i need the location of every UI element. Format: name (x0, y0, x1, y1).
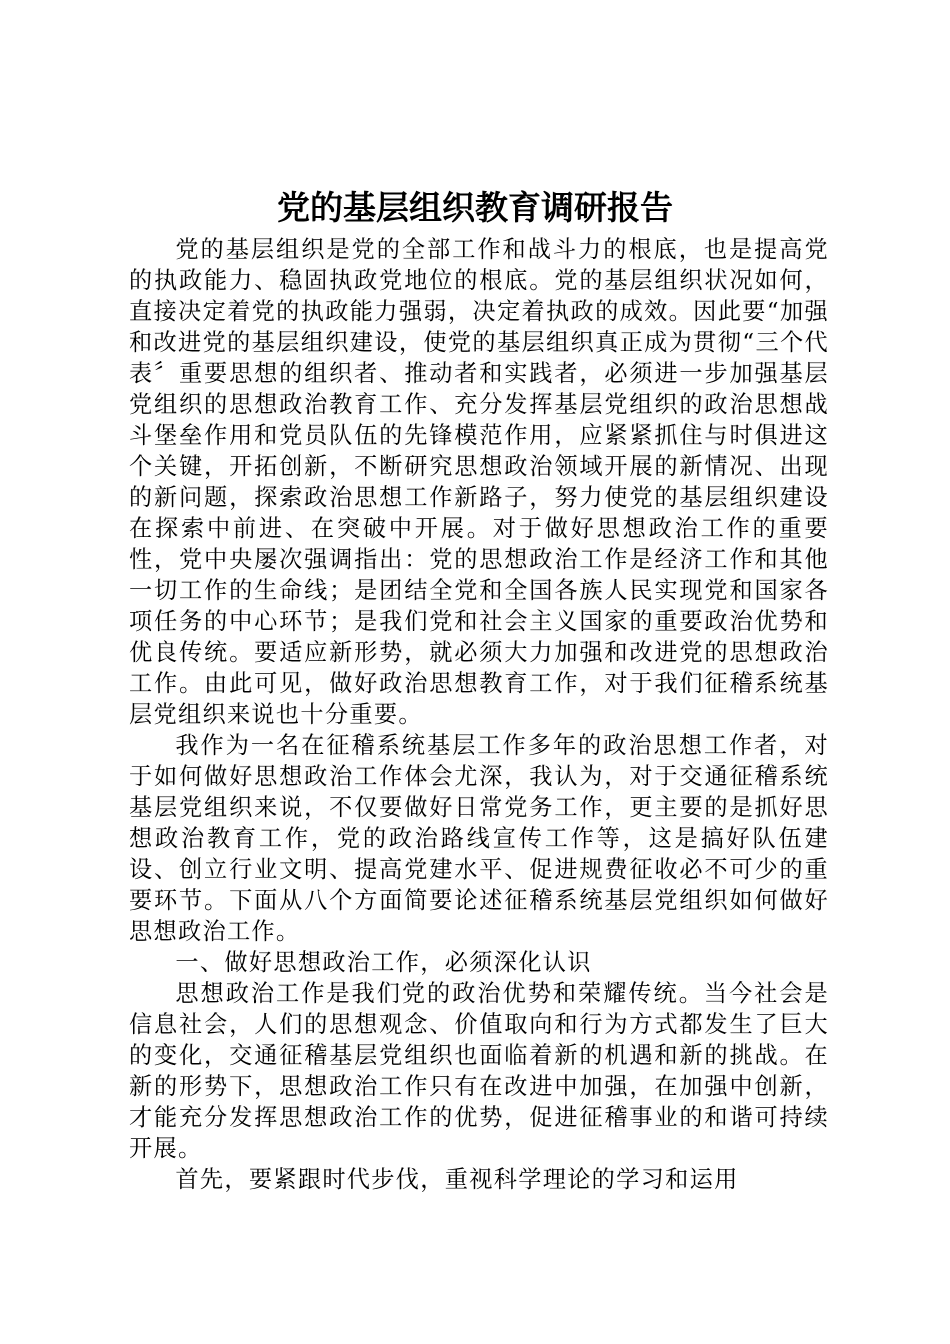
paragraph-section-1: 思想政治工作是我们党的政治优势和荣耀传统。当今社会是信息社会，人们的思想观念、价值取向和行为方式都发生了巨大的变化，交通征稽基层党组织也面临着新的机遇和新的挑战。在新的形势下，思想政治工作只有在改进中加强，在加强中创新，才能充分发挥思想政治工作的优势，促进征稽事业的和谐可持续开展。 (129, 980, 829, 1162)
paragraph-author-view: 我作为一名在征稽系统基层工作多年的政治思想工作者，对于如何做好思想政治工作体会尤深，我认为，对于交通征稽系统基层党组织来说，不仅要做好日常党务工作，更主要的是抓好思想政治教育工作，党的政治路线宣传工作等，这是搞好队伍建设、创立行业文明、提高党建水平、促进规费征收必不可少的重要环节。下面从八个方面简要论述征稽系统基层党组织如何做好思想政治工作。 (129, 732, 829, 945)
section-heading-1: 一、做好思想政治工作，必须深化认识 (175, 949, 592, 976)
subheading-first: 首先，要紧跟时代步伐，重视科学理论的学习和运用 (175, 1166, 739, 1193)
document-body (129, 234, 829, 1195)
paragraph-intro: 党的基层组织是党的全部工作和战斗力的根底，也是提高党的执政能力、稳固执政党地位的根底。党的基层组织状况如何，直接决定着党的执政能力强弱，决定着执政的成效。因此要“加强和改进党的基层组织建设，使党的基层组织真正成为贯彻“三个代表〞重要思想的组织者、推动者和实践者，必须进一步加强基层党组织的思想政治教育工作、充分发挥基层党组织的政治思想战斗堡垒作用和党员队伍的先锋模范作用，应紧紧抓住与时俱进这个关键，开拓创新，不断研究思想政治领域开展的新情况、出现的新问题，探索政治思想工作新路子，努力使党的基层组织建设在探索中前进、在突破中开展。对于做好思想政治工作的重要性，党中央屡次强调指出：党的思想政治工作是经济工作和其他一切工作的生命线；是团结全党和全国各族人民实现党和国家各项任务的中心环节；是我们党和社会主义国家的重要政治优势和优良传统。要适应新形势，就必须大力加强和改进党的思想政治工作。由此可见，做好政治思想教育工作，对于我们征稽系统基层党组织来说也十分重要。 (129, 236, 829, 728)
document-title: 党的基层组织教育调研报告 (277, 188, 673, 227)
